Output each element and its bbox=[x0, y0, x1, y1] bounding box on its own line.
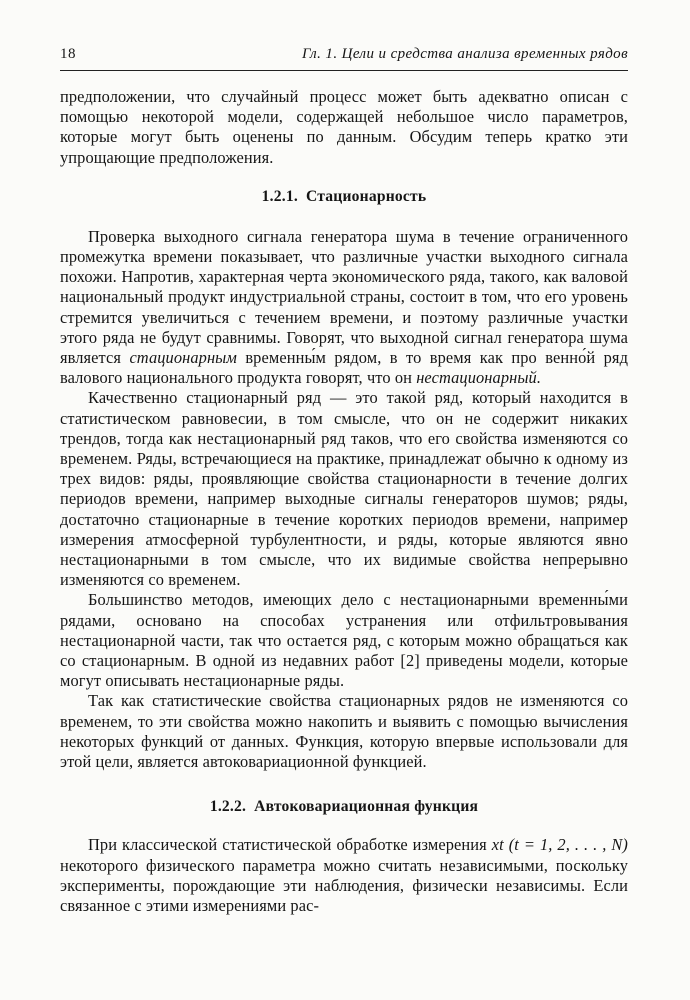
paragraph-text: временны́м рядом, в то время как про венно́й ряд валового национального продукта говорят, что он bbox=[60, 348, 629, 388]
section-title: Стационарность bbox=[305, 187, 427, 205]
term-stationary: стационарным bbox=[129, 348, 237, 368]
section-number: 1.2.1. bbox=[261, 187, 298, 205]
paragraph-classical-processing bbox=[60, 835, 628, 916]
paragraph-statistical-properties: Так как статистические свойства стационарных рядов не изменяются со временем, то эти свойства можно накопить и выявить с помощью вычисления некоторых функций от данных. Функция, которую впервые использовали для этой цели, является автоковариационной функцией. bbox=[60, 691, 628, 772]
paragraph-methods: Большинство методов, имеющих дело с нестационарными временны́ми рядами, основано на способах устранения или отфильтровывания нестационарной части, так что остается ряд, с которым можно обращаться как со стационарным. В одной из недавних работ [2] приведены модели, которые могут описывать нестационарные ряды. bbox=[60, 590, 628, 691]
section-number: 1.2.2. bbox=[209, 798, 247, 816]
page-body bbox=[60, 87, 628, 916]
chapter-title: Гл. 1. Цели и средства анализа временных рядов bbox=[302, 46, 628, 62]
section-heading-stationarity bbox=[60, 187, 628, 207]
intro-paragraph: предположении, что случайный процесс может быть адекватно описан с помощью некоторой модели, содержащей небольшое число параметров, которые могут быть оценены по данным. Обсудим теперь кратко эти упрощающие предположения. bbox=[60, 87, 628, 167]
paragraph-noise-generator bbox=[60, 227, 628, 389]
math-expression: xt (t = 1, 2, . . . , N) bbox=[491, 835, 628, 855]
section-heading-autocovariance bbox=[60, 797, 628, 817]
page-number: 18 bbox=[60, 46, 76, 62]
paragraph-text: При классической статистической обработке измерения bbox=[88, 835, 487, 855]
running-header bbox=[60, 44, 628, 71]
paragraph-text: некоторого физического параметра можно считать независимыми, поскольку эксперименты, порождающие эти наблюдения, физически независимы. Если связанное с этими измерениями рас- bbox=[60, 855, 628, 915]
paragraph-text: Проверка выходного сигнала генератора шума в течение ограниченного промежутка времени показывает, что различные участки выходного сигнала похожи. Напротив, характерная черта экономического ряда, такого, как валовой национальный продукт индустриальной страны, состоит в том, что его уровень стремится увеличиться с течением времени, и поэтому различные участки этого ряда не будут сравнимы. Говорят, что выходной сигнал генератора шума является bbox=[60, 226, 628, 368]
paragraph-qualitative: Качественно стационарный ряд — это такой ряд, который находится в статистическом равновесии, в том смысле, что он не содержит никаких трендов, тогда как нестационарный ряд таков, что его свойства изменяются со временем. Ряды, встречающиеся на практике, принадлежат обычно к одному из трех видов: ряды, проявляющие свойства стационарности в течение долгих периодов времени, например выходные сигналы генераторов шумов; ряды, достаточно стационарные в течение коротких периодов времени, например измерения атмосферной турбулентности, и ряды, которые являются явно нестационарными в том смысле, что их видимые свойства непрерывно изменяются со временем. bbox=[60, 388, 628, 590]
term-nonstationary: нестационарный. bbox=[416, 368, 542, 388]
section-title: Автоковариационная функция bbox=[254, 798, 479, 816]
